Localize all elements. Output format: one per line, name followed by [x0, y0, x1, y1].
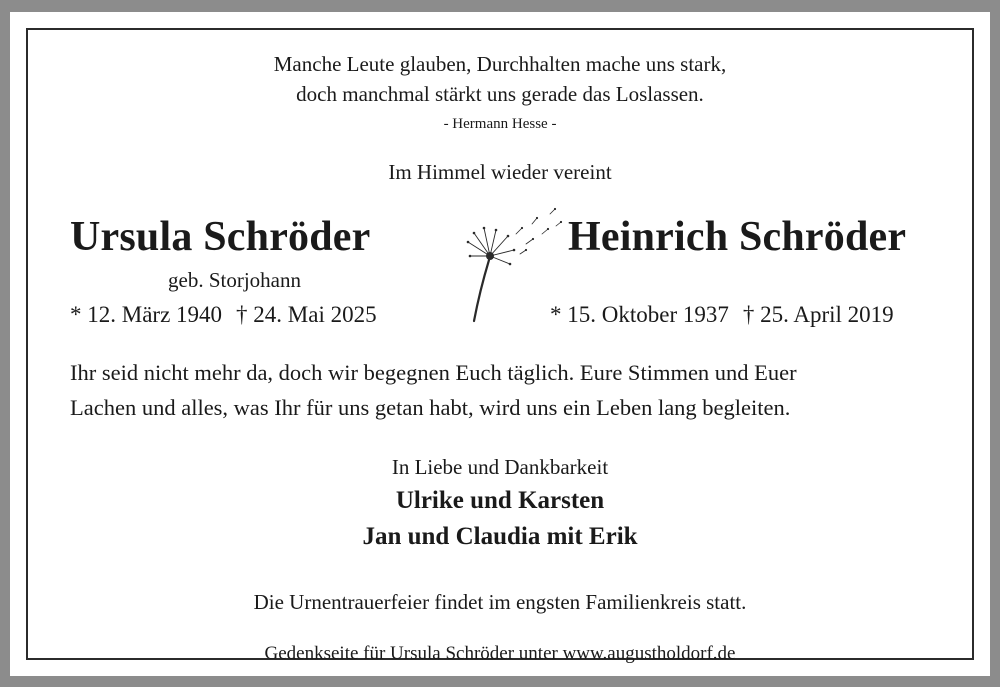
mourner-line-1: Ulrike und Karsten [395, 487, 605, 514]
obituary-card [10, 12, 990, 676]
birth-date-ursula: * 12. März 1940 [70, 302, 223, 327]
death-date-heinrich: † 25. April 2019 [742, 302, 894, 327]
maiden-name: geb. Storjohann [168, 268, 301, 292]
closing-line: In Liebe und Dankbarkeit [391, 455, 609, 479]
dates-heinrich [550, 302, 894, 328]
memorial-page-note: Gedenkseite für Ursula Schröder unter www.augustholdorf.de [264, 643, 736, 664]
birth-date-heinrich: * 15. Oktober 1937 [550, 302, 729, 327]
heading: Im Himmel wieder vereint [388, 160, 612, 184]
funeral-note: Die Urnentrauerfeier findet im engsten Familienkreis statt. [253, 590, 747, 614]
death-date-ursula: † 24. Mai 2025 [236, 302, 377, 327]
mourner-line-2: Jan und Claudia mit Erik [362, 523, 638, 550]
deceased-name-ursula: Ursula Schröder [70, 214, 371, 260]
quote-author: - Hermann Hesse - [443, 116, 557, 132]
message-line-1: Ihr seid nicht mehr da, doch wir begegnen Euch täglich. Eure Stimmen und Euer [70, 360, 797, 385]
message-line-2: Lachen und alles, was Ihr für uns getan habt, wird uns ein Leben lang begleiten. [70, 395, 791, 420]
quote-line-2: doch manchmal stärkt uns gerade das Loslassen. [296, 82, 704, 106]
dates-ursula [70, 302, 377, 328]
deceased-name-heinrich: Heinrich Schröder [568, 214, 907, 260]
quote-line-1: Manche Leute glauben, Durchhalten mache uns stark, [273, 52, 727, 76]
obituary-frame [26, 28, 974, 664]
